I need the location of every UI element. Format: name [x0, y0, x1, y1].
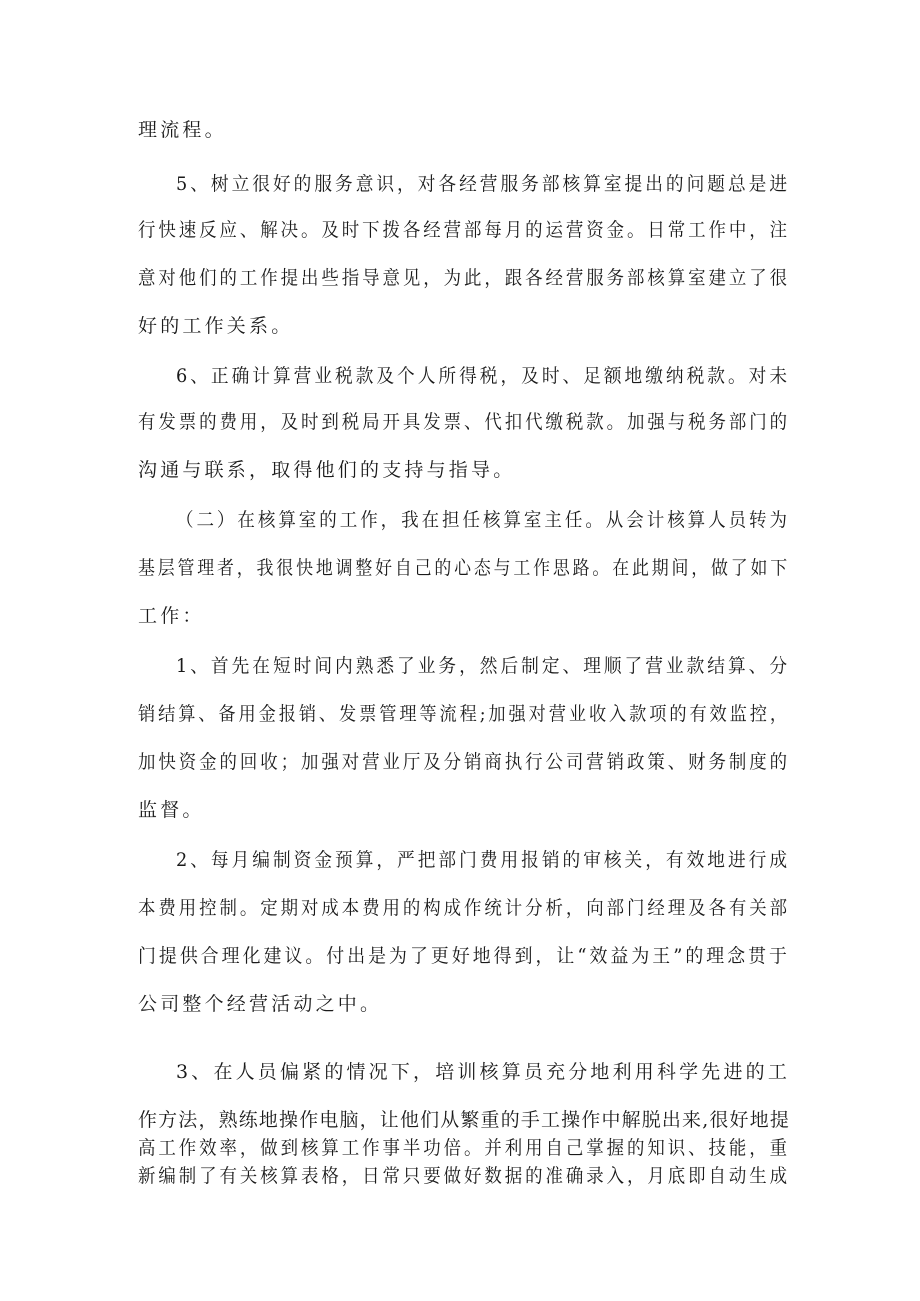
text-line: 基层管理者，我很快地调整好自己的心态与工作思路。在此期间，做了如下 — [138, 557, 791, 579]
text-line: 意对他们的工作提出些指导意见，为此，跟各经营服务部核算室建立了很 — [138, 267, 791, 289]
text-line: 工作： — [138, 605, 205, 627]
text-line: 门提供合理化建议。付出是为了更好地得到，让“效益为王”的理念贯于 — [138, 945, 790, 967]
text-line: 作方法，熟练地操作电脑，让他们从繁重的手工操作中解脱出来,很好地提 — [138, 1109, 791, 1131]
text-line: 好的工作关系。 — [138, 315, 294, 337]
text-line: 高工作效率，做到核算工作事半功倍。并利用自己掌握的知识、技能，重 — [138, 1137, 791, 1159]
text-line: 公司整个经营活动之中。 — [138, 993, 383, 1015]
text-line: 加快资金的回收；加强对营业厅及分销商执行公司营销政策、财务制度的 — [138, 751, 791, 773]
text-line: 5、树立很好的服务意识，对各经营服务部核算室提出的问题总是进 — [176, 173, 791, 195]
text-line: 新编制了有关核算表格，日常只要做好数据的准确录入，月底即自动生成 — [138, 1165, 791, 1187]
text-line: 本费用控制。定期对成本费用的构成作统计分析，向部门经理及各有关部 — [138, 897, 791, 919]
text-line: 销结算、备用金报销、发票管理等流程;加强对营业收入款项的有效监控， — [138, 703, 790, 725]
text-line: 行快速反应、解决。及时下拨各经营部每月的运营资金。日常工作中，注 — [138, 219, 791, 241]
text-line: 3、在人员偏紧的情况下，培训核算员充分地利用科学先进的工 — [176, 1061, 791, 1083]
text-line: 监督。 — [138, 799, 205, 821]
text-line: 有发票的费用，及时到税局开具发票、代扣代缴税款。加强与税务部门的 — [138, 411, 791, 433]
text-line: （二）在核算室的工作，我在担任核算室主任。从会计核算人员转为 — [176, 509, 790, 531]
text-line: 沟通与联系，取得他们的支持与指导。 — [138, 459, 516, 481]
text-line: 6、正确计算营业税款及个人所得税，及时、足额地缴纳税款。对未 — [176, 365, 791, 387]
text-line: 1、首先在短时间内熟悉了业务，然后制定、理顺了营业款结算、分 — [176, 655, 791, 677]
text-line: 2、每月编制资金预算，严把部门费用报销的审核关，有效地进行成 — [176, 849, 791, 871]
text-line: 理流程。 — [138, 119, 227, 141]
